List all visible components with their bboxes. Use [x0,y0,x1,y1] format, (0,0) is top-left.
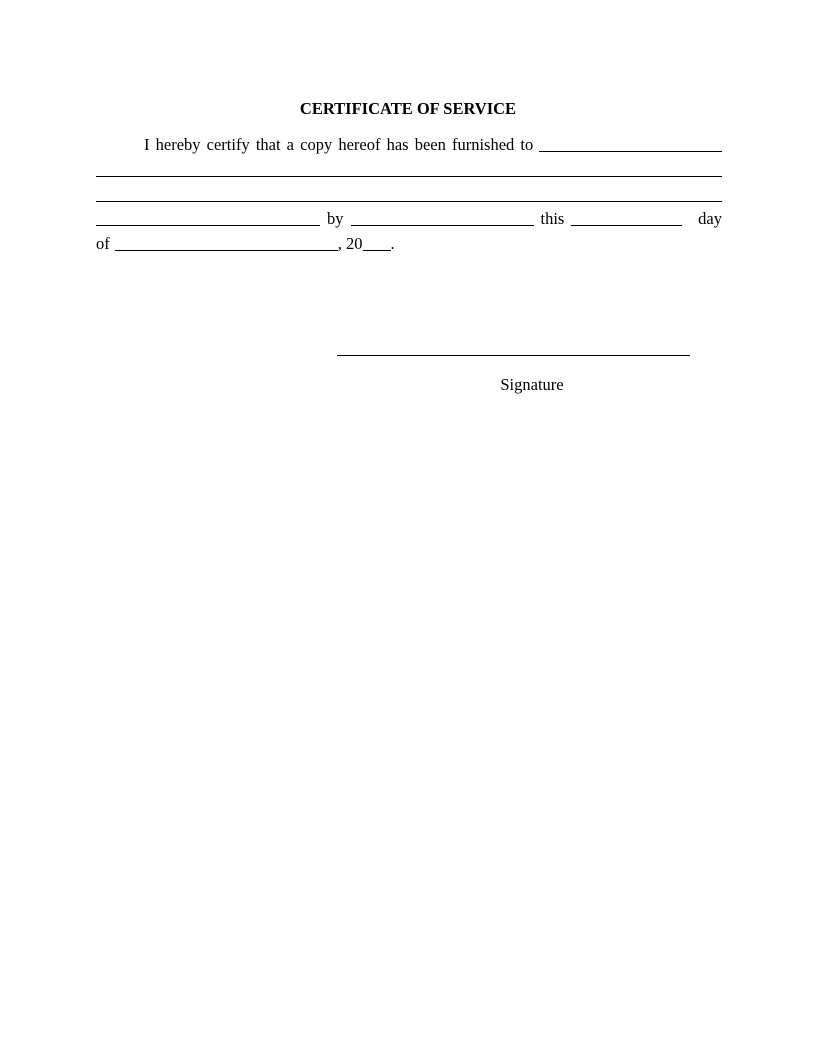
recipient-blank[interactable] [539,150,722,152]
period: . [390,234,395,253]
signature-line[interactable] [337,355,690,356]
address-blank[interactable] [96,224,320,226]
document-title: CERTIFICATE OF SERVICE [299,99,517,118]
year-prefix: , 20 [337,234,363,253]
day-label: day [698,209,722,228]
recipient-line-3 [96,185,722,205]
this-label: this [540,209,565,228]
by-label: by [327,209,344,228]
method-blank[interactable] [351,224,534,226]
day-blank[interactable] [571,224,682,226]
method-line [96,209,722,229]
certify-line [144,135,722,155]
date-line [96,234,722,254]
recipient-blank-2[interactable] [96,175,722,177]
signature-label: Signature [500,375,564,394]
recipient-line-2 [96,160,722,180]
month-blank[interactable] [115,249,338,251]
of-label: of [96,234,110,253]
recipient-blank-3[interactable] [96,200,722,202]
year-blank[interactable] [363,249,391,251]
certify-text: I hereby certify that a copy hereof has been furnished to [144,135,534,154]
